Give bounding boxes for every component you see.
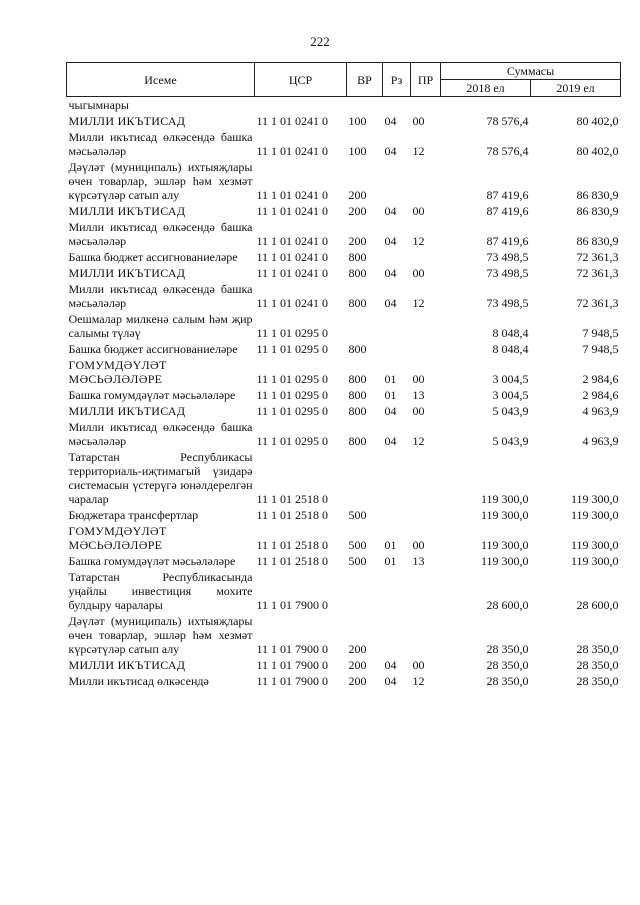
row-csr: 11 1 01 2518 0	[256, 538, 329, 552]
row-pr	[411, 311, 441, 341]
header-vr: ВР	[347, 63, 383, 97]
row-value-2018: 3 004,5	[492, 388, 529, 402]
table-row	[67, 357, 621, 387]
row-value-2019: 28 350,0	[576, 674, 619, 688]
row-name: МИЛЛИ ИКЪТИСАД	[68, 204, 186, 218]
row-name: чыгымнары	[68, 98, 129, 112]
row-vr	[347, 311, 383, 341]
table-row	[67, 203, 621, 219]
row-value-2018: 5 043,9	[492, 404, 529, 418]
row-value-2019: 4 963,9	[582, 404, 619, 418]
row-pr: 00	[412, 538, 425, 552]
row-vr: 500	[348, 554, 367, 568]
row-csr: 11 1 01 7900 0	[256, 642, 329, 656]
row-pr	[411, 97, 441, 114]
row-pr: 12	[412, 296, 425, 310]
row-rz: 01	[384, 554, 397, 568]
row-vr	[347, 569, 383, 613]
row-name: МИЛЛИ ИКЪТИСАД	[68, 658, 186, 672]
row-pr: 00	[412, 372, 425, 386]
row-rz: 04	[384, 404, 397, 418]
row-name: Татарстан Республикасы территориаль-иҗтимагый үзидарә системасын үстерүгә юнәлдерелгән чаралар	[68, 450, 253, 506]
row-value-2018: 73 498,5	[486, 250, 529, 264]
row-value-2019: 80 402,0	[576, 114, 619, 128]
row-vr: 800	[348, 342, 367, 356]
row-csr: 11 1 01 0241 0	[256, 266, 329, 280]
row-pr	[411, 507, 441, 523]
row-csr: 11 1 01 7900 0	[256, 658, 329, 672]
row-value-2018: 119 300,0	[480, 538, 529, 552]
row-value-2019: 86 830,9	[576, 188, 619, 202]
table-row	[67, 249, 621, 265]
table-row	[67, 265, 621, 281]
table-row	[67, 159, 621, 203]
page-number: 222	[310, 34, 330, 49]
budget-table	[66, 62, 621, 689]
header-2018: 2018 ел	[441, 80, 531, 97]
row-value-2019: 80 402,0	[576, 144, 619, 158]
row-value-2018: 87 419,6	[486, 234, 529, 248]
row-name: Милли икътисад өлкәсендә башка мәсьәләләр	[68, 282, 253, 310]
row-name: МИЛЛИ ИКЪТИСАД	[68, 266, 186, 280]
table-row	[67, 613, 621, 657]
row-value-2018: 87 419,6	[486, 204, 529, 218]
row-pr: 00	[412, 266, 425, 280]
row-value-2019: 7 948,5	[582, 342, 619, 356]
header-sums: Суммасы	[441, 63, 621, 80]
row-vr: 200	[348, 234, 367, 248]
row-vr: 500	[348, 538, 367, 552]
row-name: Оешмалар милкенә салым һәм җир салымы түләү	[68, 312, 253, 340]
row-value-2018: 87 419,6	[486, 188, 529, 202]
row-csr: 11 1 01 0295 0	[256, 342, 329, 356]
header-pr: ПР	[411, 63, 441, 97]
row-value-2019: 119 300,0	[570, 492, 619, 506]
row-rz: 04	[384, 204, 397, 218]
row-pr: 00	[412, 114, 425, 128]
row-rz: 04	[384, 296, 397, 310]
row-name: МИЛЛИ ИКЪТИСАД	[68, 404, 186, 418]
table-body	[67, 97, 621, 690]
row-value-2019: 72 361,3	[576, 250, 619, 264]
row-name: Башка гомумдәүләт мәсьәләләре	[68, 388, 236, 402]
table-row	[67, 553, 621, 569]
table-row	[67, 403, 621, 419]
row-rz: 04	[384, 114, 397, 128]
row-vr: 500	[348, 508, 367, 522]
row-name: Башка гомумдәүләт мәсьәләләре	[68, 554, 236, 568]
row-value-2018: 78 576,4	[486, 114, 529, 128]
row-csr: 11 1 01 2518 0	[256, 492, 329, 506]
row-rz	[383, 311, 411, 341]
row-value-2018: 73 498,5	[486, 266, 529, 280]
table-row	[67, 673, 621, 689]
row-vr: 800	[348, 250, 367, 264]
row-rz: 04	[384, 266, 397, 280]
row-rz: 04	[384, 144, 397, 158]
row-value-2018: 119 300,0	[480, 554, 529, 568]
row-value-2018: 119 300,0	[480, 492, 529, 506]
row-vr	[347, 97, 383, 114]
row-value-2019: 119 300,0	[570, 538, 619, 552]
row-rz: 01	[384, 372, 397, 386]
row-csr: 11 1 01 0241 0	[256, 144, 329, 158]
row-rz: 01	[384, 388, 397, 402]
row-value-2019: 86 830,9	[576, 234, 619, 248]
row-vr: 100	[348, 114, 367, 128]
row-vr: 800	[348, 404, 367, 418]
row-rz: 04	[384, 434, 397, 448]
row-pr: 00	[412, 658, 425, 672]
table-row	[67, 419, 621, 449]
row-rz	[383, 159, 411, 203]
row-value-2019: 4 963,9	[582, 434, 619, 448]
row-value-2018: 8 048,4	[492, 326, 529, 340]
row-rz	[383, 341, 411, 357]
row-vr: 200	[348, 188, 367, 202]
row-rz: 04	[384, 658, 397, 672]
row-pr	[411, 341, 441, 357]
table-row	[67, 281, 621, 311]
row-value-2019: 2 984,6	[582, 388, 619, 402]
row-rz	[383, 613, 411, 657]
row-value-2019	[531, 97, 621, 114]
row-value-2019: 119 300,0	[570, 554, 619, 568]
row-csr: 11 1 01 0241 0	[256, 234, 329, 248]
row-name: Дәүләт (муниципаль) ихтыяҗлары өчен товарлар, эшләр һәм хезмәт күрсәтүләр сатып алу	[68, 614, 253, 656]
row-name: Татарстан Республикасында уңайлы инвестиция мохите булдыру чаралары	[68, 570, 253, 612]
row-csr: 11 1 01 0295 0	[256, 326, 329, 340]
row-value-2019: 72 361,3	[576, 296, 619, 310]
row-csr: 11 1 01 0241 0	[256, 296, 329, 310]
row-csr: 11 1 01 0241 0	[256, 114, 329, 128]
row-vr: 200	[348, 642, 367, 656]
row-csr: 11 1 01 7900 0	[256, 674, 329, 688]
row-name: Милли икътисад өлкәсендә башка мәсьәләләр	[68, 220, 253, 248]
row-pr: 12	[412, 234, 425, 248]
row-pr: 00	[412, 204, 425, 218]
row-pr	[411, 159, 441, 203]
row-rz	[383, 249, 411, 265]
table-row	[67, 569, 621, 613]
row-value-2019: 2 984,6	[582, 372, 619, 386]
table-row	[67, 311, 621, 341]
table-row	[67, 657, 621, 673]
row-value-2019: 72 361,3	[576, 266, 619, 280]
row-name: Милли икътисад өлкәсендә	[68, 674, 209, 688]
row-csr: 11 1 01 0295 0	[256, 372, 329, 386]
row-name: Башка бюджет ассигнованиеләре	[68, 342, 238, 356]
row-csr: 11 1 01 0295 0	[256, 434, 329, 448]
row-value-2019: 119 300,0	[570, 508, 619, 522]
row-csr: 11 1 01 7900 0	[256, 598, 329, 612]
row-value-2018: 3 004,5	[492, 372, 529, 386]
row-pr: 12	[412, 434, 425, 448]
row-csr: 11 1 01 2518 0	[256, 554, 329, 568]
row-value-2018: 78 576,4	[486, 144, 529, 158]
row-value-2018: 28 600,0	[486, 598, 529, 612]
row-value-2018: 5 043,9	[492, 434, 529, 448]
row-name: ГОМУМДӘҮЛӘТ МӘСЬӘЛӘЛӘРЕ	[68, 358, 167, 386]
row-csr: 11 1 01 0295 0	[256, 404, 329, 418]
table-row	[67, 523, 621, 553]
row-rz: 01	[384, 538, 397, 552]
row-value-2019: 28 350,0	[576, 658, 619, 672]
row-pr: 12	[412, 674, 425, 688]
row-name: ГОМУМДӘҮЛӘТ МӘСЬӘЛӘЛӘРЕ	[68, 524, 167, 552]
row-vr: 200	[348, 204, 367, 218]
row-name: Милли икътисад өлкәсендә башка мәсьәләләр	[68, 420, 253, 448]
table-row	[67, 449, 621, 507]
row-pr: 12	[412, 144, 425, 158]
table-row	[67, 387, 621, 403]
row-value-2018	[441, 97, 531, 114]
row-rz: 04	[384, 674, 397, 688]
header-2019: 2019 ел	[531, 80, 621, 97]
row-pr: 13	[412, 388, 425, 402]
row-value-2018: 73 498,5	[486, 296, 529, 310]
row-csr: 11 1 01 0295 0	[256, 388, 329, 402]
row-rz: 04	[384, 234, 397, 248]
row-csr: 11 1 01 2518 0	[256, 508, 329, 522]
table-row	[67, 507, 621, 523]
table-header	[67, 63, 621, 97]
table-row	[67, 97, 621, 114]
table-row	[67, 129, 621, 159]
row-name: Бюджетара трансфертлар	[68, 508, 199, 522]
row-vr	[347, 449, 383, 507]
header-rz: Рз	[383, 63, 411, 97]
row-value-2018: 28 350,0	[486, 642, 529, 656]
row-name: Башка бюджет ассигнованиеләре	[68, 250, 238, 264]
row-pr: 13	[412, 554, 425, 568]
row-value-2019: 86 830,9	[576, 204, 619, 218]
row-vr: 800	[348, 434, 367, 448]
table-row	[67, 219, 621, 249]
row-csr: 11 1 01 0241 0	[256, 204, 329, 218]
row-vr: 800	[348, 388, 367, 402]
row-pr	[411, 249, 441, 265]
table-row	[67, 113, 621, 129]
row-vr: 200	[348, 658, 367, 672]
row-pr: 00	[412, 404, 425, 418]
row-csr: 11 1 01 0241 0	[256, 188, 329, 202]
row-name: МИЛЛИ ИКЪТИСАД	[68, 114, 186, 128]
row-vr: 800	[348, 296, 367, 310]
row-rz	[383, 507, 411, 523]
row-vr: 200	[348, 674, 367, 688]
row-rz	[383, 449, 411, 507]
row-name: Дәүләт (муниципаль) ихтыяҗлары өчен товарлар, эшләр һәм хезмәт күрсәтүләр сатып алу	[68, 160, 253, 202]
row-vr: 800	[348, 372, 367, 386]
header-csr: ЦСР	[255, 63, 347, 97]
row-csr	[255, 97, 347, 114]
row-value-2019: 7 948,5	[582, 326, 619, 340]
row-pr	[411, 613, 441, 657]
row-value-2018: 28 350,0	[486, 658, 529, 672]
row-pr	[411, 449, 441, 507]
row-value-2018: 8 048,4	[492, 342, 529, 356]
row-value-2019: 28 600,0	[576, 598, 619, 612]
row-value-2018: 28 350,0	[486, 674, 529, 688]
row-value-2019: 28 350,0	[576, 642, 619, 656]
row-rz	[383, 97, 411, 114]
row-csr: 11 1 01 0241 0	[256, 250, 329, 264]
header-name: Исеме	[67, 63, 255, 97]
row-vr: 800	[348, 266, 367, 280]
row-name: Милли икътисад өлкәсендә башка мәсьәләләр	[68, 130, 253, 158]
row-value-2018: 119 300,0	[480, 508, 529, 522]
row-pr	[411, 569, 441, 613]
row-vr: 100	[348, 144, 367, 158]
table-row	[67, 341, 621, 357]
row-rz	[383, 569, 411, 613]
